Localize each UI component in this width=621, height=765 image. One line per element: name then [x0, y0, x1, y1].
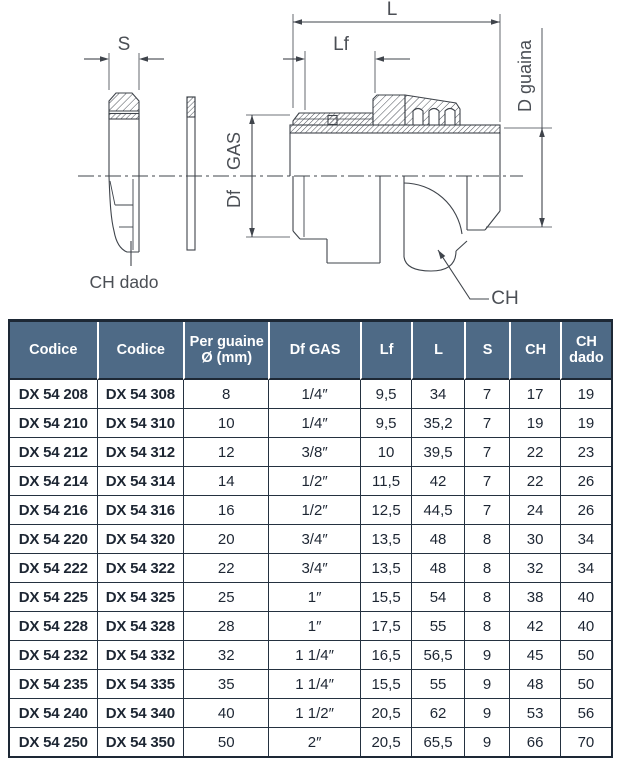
arrowhead	[491, 19, 500, 25]
table-cell: 10	[360, 437, 412, 466]
table-cell: 8	[464, 611, 510, 640]
table-cell: 16	[183, 495, 268, 524]
table-cell: DX 54 222	[10, 553, 97, 582]
table-cell: 1/2″	[268, 466, 359, 495]
arrowhead	[539, 128, 545, 137]
table-cell: DX 54 340	[97, 698, 184, 727]
table-cell: 22	[509, 437, 559, 466]
table-cell: 10	[183, 408, 268, 437]
table-cell: 8	[464, 582, 510, 611]
table-cell: DX 54 225	[10, 582, 97, 611]
table-cell: DX 54 320	[97, 524, 184, 553]
table-cell: 38	[509, 582, 559, 611]
arrowhead	[139, 56, 148, 62]
table-row	[10, 466, 611, 495]
label-ch: CH	[491, 288, 519, 309]
table-cell: 56	[560, 698, 611, 727]
spec-table	[8, 319, 613, 758]
table-cell: 17,5	[360, 611, 412, 640]
table-cell: 24	[509, 495, 559, 524]
table-cell: DX 54 322	[97, 553, 184, 582]
table-cell: 16,5	[360, 640, 412, 669]
table-cell: DX 54 310	[97, 408, 184, 437]
table-cell: 50	[560, 669, 611, 698]
table-cell: 8	[464, 524, 510, 553]
arrowhead	[293, 19, 302, 25]
table-cell: DX 54 232	[10, 640, 97, 669]
table-cell: 17	[509, 380, 559, 408]
table-cell: DX 54 208	[10, 380, 97, 408]
table-cell: DX 54 312	[97, 437, 184, 466]
dim-label-l: L	[386, 0, 398, 20]
table-cell: DX 54 240	[10, 698, 97, 727]
table-cell: 2″	[268, 727, 359, 756]
dim-label-d-guaina: D guaina	[515, 39, 535, 113]
column-header-df-gas: Df GAS	[268, 322, 359, 380]
table-cell: 66	[509, 727, 559, 756]
table-cell: 19	[560, 380, 611, 408]
table-cell: DX 54 220	[10, 524, 97, 553]
table-row	[10, 524, 611, 553]
table-row	[10, 698, 611, 727]
table-row	[10, 669, 611, 698]
table-cell: DX 54 332	[97, 640, 184, 669]
table-cell: 20,5	[360, 698, 412, 727]
table-cell: 35	[183, 669, 268, 698]
column-header-codice-1: Codice	[10, 322, 97, 380]
dim-label-lf: Lf	[333, 34, 349, 55]
table-cell: DX 54 210	[10, 408, 97, 437]
table-row	[10, 727, 611, 756]
arrowhead	[100, 56, 109, 62]
table-cell: 1/4″	[268, 380, 359, 408]
column-header-ch: CH	[509, 322, 559, 380]
table-row	[10, 380, 611, 408]
dim-label-gas: GAS	[224, 131, 244, 171]
table-cell: DX 54 325	[97, 582, 184, 611]
table-cell: 53	[509, 698, 559, 727]
table-cell: 15,5	[360, 582, 412, 611]
table-cell: 48	[411, 553, 463, 582]
column-header-l: L	[411, 322, 463, 380]
table-cell: 28	[183, 611, 268, 640]
table-cell: 70	[560, 727, 611, 756]
table-cell: 34	[411, 380, 463, 408]
table-cell: 9,5	[360, 408, 412, 437]
table-cell: 34	[560, 524, 611, 553]
table-cell: 55	[411, 611, 463, 640]
table-cell: 54	[411, 582, 463, 611]
table-cell: 1 1/4″	[268, 669, 359, 698]
table-cell: 9	[464, 669, 510, 698]
technical-drawing-area	[0, 0, 621, 316]
table-cell: 55	[411, 669, 463, 698]
table-cell: DX 54 335	[97, 669, 184, 698]
table-row	[10, 553, 611, 582]
table-cell: 15,5	[360, 669, 412, 698]
table-cell: 7	[464, 380, 510, 408]
table-cell: 40	[560, 611, 611, 640]
arrowhead	[249, 228, 255, 237]
column-header-s: S	[464, 322, 510, 380]
table-cell: 32	[183, 640, 268, 669]
table-cell: DX 54 214	[10, 466, 97, 495]
table-cell: DX 54 328	[97, 611, 184, 640]
table-row	[10, 582, 611, 611]
arrowhead	[249, 115, 255, 124]
table-cell: 9	[464, 698, 510, 727]
dim-label-s: S	[117, 34, 131, 55]
table-row	[10, 640, 611, 669]
table-cell: 19	[509, 408, 559, 437]
table-cell: 8	[183, 380, 268, 408]
table-row	[10, 437, 611, 466]
table-cell: DX 54 212	[10, 437, 97, 466]
table-cell: 1/4″	[268, 408, 359, 437]
table-row	[10, 611, 611, 640]
table-cell: 40	[183, 698, 268, 727]
column-header-ch-dado: CH dado	[560, 322, 611, 380]
table-cell: 1/2″	[268, 495, 359, 524]
table-row	[10, 408, 611, 437]
table-cell: DX 54 316	[97, 495, 184, 524]
table-cell: 1 1/4″	[268, 640, 359, 669]
arrowhead	[296, 56, 305, 62]
nut-side-view	[84, 53, 164, 266]
arrowhead	[539, 218, 545, 227]
table-cell: 26	[560, 466, 611, 495]
table-cell: DX 54 308	[97, 380, 184, 408]
washer-view	[187, 97, 195, 250]
table-header	[10, 322, 611, 380]
table-cell: 44,5	[411, 495, 463, 524]
column-header-codice-2: Codice	[97, 322, 184, 380]
table-cell: 7	[464, 408, 510, 437]
table-cell: 12,5	[360, 495, 412, 524]
table-cell: 3/8″	[268, 437, 359, 466]
table-cell: 48	[411, 524, 463, 553]
table-cell: 9	[464, 727, 510, 756]
table-cell: 9,5	[360, 380, 412, 408]
table-cell: 32	[509, 553, 559, 582]
table-cell: 11,5	[360, 466, 412, 495]
table-cell: 8	[464, 553, 510, 582]
table-cell: 1″	[268, 611, 359, 640]
table-cell: 9	[464, 640, 510, 669]
table-cell: 22	[509, 466, 559, 495]
technical-drawing	[0, 0, 621, 316]
table-cell: 13,5	[360, 553, 412, 582]
table-cell: 25	[183, 582, 268, 611]
table-cell: 14	[183, 466, 268, 495]
table-cell: 48	[509, 669, 559, 698]
arrowhead	[438, 250, 445, 259]
table-cell: 7	[464, 437, 510, 466]
table-cell: DX 54 314	[97, 466, 184, 495]
table-cell: 23	[560, 437, 611, 466]
spec-table-area	[0, 316, 621, 758]
table-cell: 20	[183, 524, 268, 553]
table-cell: 26	[560, 495, 611, 524]
table-cell: 50	[560, 640, 611, 669]
table-cell: 3/4″	[268, 524, 359, 553]
table-cell: 7	[464, 466, 510, 495]
table-row	[10, 495, 611, 524]
table-cell: DX 54 216	[10, 495, 97, 524]
table-cell: DX 54 228	[10, 611, 97, 640]
table-cell: 62	[411, 698, 463, 727]
table-cell: 20,5	[360, 727, 412, 756]
table-cell: 56,5	[411, 640, 463, 669]
table-cell: 1″	[268, 582, 359, 611]
header-row	[10, 322, 611, 380]
label-ch-dado: CH dado	[89, 272, 159, 292]
table-cell: 30	[509, 524, 559, 553]
table-cell: 3/4″	[268, 553, 359, 582]
arrowhead	[375, 56, 384, 62]
table-cell: 12	[183, 437, 268, 466]
body-section-view	[246, 14, 552, 299]
table-cell: 35,2	[411, 408, 463, 437]
table-cell: 50	[183, 727, 268, 756]
table-cell: 39,5	[411, 437, 463, 466]
table-cell: 65,5	[411, 727, 463, 756]
table-body	[10, 380, 611, 756]
table-cell: 13,5	[360, 524, 412, 553]
table-cell: 7	[464, 495, 510, 524]
table-cell: 22	[183, 553, 268, 582]
column-header-per-guaine: Per guaine Ø (mm)	[183, 322, 268, 380]
table-cell: 34	[560, 553, 611, 582]
dim-label-df: Df	[224, 190, 244, 208]
table-cell: 42	[509, 611, 559, 640]
table-cell: 1 1/2″	[268, 698, 359, 727]
table-cell: 19	[560, 408, 611, 437]
table-cell: 42	[411, 466, 463, 495]
table-cell: 45	[509, 640, 559, 669]
table-cell: DX 54 235	[10, 669, 97, 698]
table-cell: 40	[560, 582, 611, 611]
table-cell: DX 54 250	[10, 727, 97, 756]
column-header-lf: Lf	[360, 322, 412, 380]
table-cell: DX 54 350	[97, 727, 184, 756]
